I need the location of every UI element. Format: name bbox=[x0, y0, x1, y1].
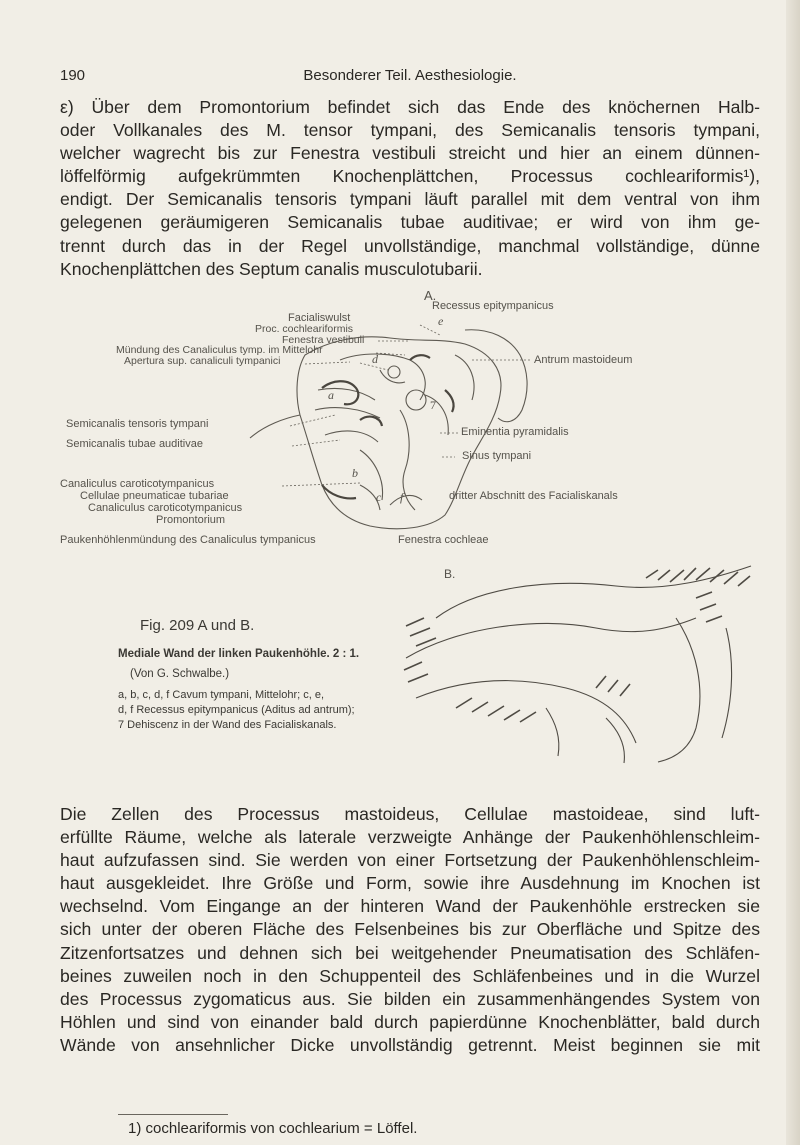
text-line: Wände von ansehnlicher Dicke unvollständig getrennt. Meist beginnen sie mit bbox=[60, 1034, 760, 1055]
text-line: Höhlen und sind von einander bald durch papierdünne Knochenblätter, bald durch bbox=[60, 1011, 760, 1032]
footnote-rule bbox=[118, 1114, 228, 1115]
figure-a-letter: A. bbox=[424, 288, 437, 303]
label-paukenhoehlenmuendung: Paukenhöhlenmündung des Canaliculus tympanicus bbox=[60, 534, 316, 546]
caption-title: Fig. 209 A und B. bbox=[140, 617, 255, 634]
figure-b-sketch bbox=[406, 566, 751, 763]
mark-e: e bbox=[438, 314, 444, 328]
running-header bbox=[60, 67, 760, 89]
caption-source: (Von G. Schwalbe.) bbox=[130, 668, 230, 680]
page-edge bbox=[786, 0, 800, 1145]
mark-b: b bbox=[352, 466, 358, 480]
label-dritter-abschnitt: dritter Abschnitt des Facialiskanals bbox=[449, 490, 618, 502]
figure-caption bbox=[118, 617, 428, 733]
text-line: sich unter der oberen Fläche des Felsenbeines bis zur Oberfläche und Spitze des bbox=[60, 919, 760, 940]
text-line: wechselnd. Vom Eingange an der hinteren Wand der Paukenhöhle erstrecken sie bbox=[60, 896, 760, 917]
text-line: haut aufzufassen sind. Sie werden von einer Fortsetzung der Paukenhöhlenschleim- bbox=[60, 850, 760, 871]
mark-seven: 7 bbox=[430, 398, 436, 412]
mark-c: c bbox=[376, 490, 382, 504]
mark-f: f bbox=[400, 490, 404, 504]
text-line: haut ausgekleidet. Ihre Größe und Form, sowie ihre Ausdehnung im Knochen ist bbox=[60, 873, 760, 894]
label-recessus: Recessus epitympanicus bbox=[432, 300, 554, 312]
text-line: Zitzenfortsatzes und dehnen sich bei weitgehender Pneumatisation des Schläfen- bbox=[60, 942, 760, 963]
text-line: des Processus zygomaticus aus. Sie bilden ein zusammenhängendes System von bbox=[60, 988, 760, 1009]
text-line: Die Zellen des Processus mastoideus, Cellulae mastoideae, sind luft- bbox=[60, 804, 760, 824]
label-muendung: Mündung des Canaliculus tymp. im Mittelohr bbox=[116, 344, 323, 356]
text-line: ε) Über dem Promontorium befindet sich das Ende des knöchernen Halb- bbox=[60, 97, 760, 117]
running-title: Besonderer Teil. Aesthesiologie. bbox=[303, 67, 517, 84]
label-cellulae-tubariae: Cellulae pneumaticae tubariae bbox=[80, 490, 229, 502]
label-eminentia: Eminentia pyramidalis bbox=[461, 426, 569, 438]
text-line: oder Vollkanales des M. tensor tympani, des Semicanalis tensoris tympani, bbox=[60, 120, 760, 141]
figure-b-drawing bbox=[396, 558, 760, 768]
label-apertura: Apertura sup. canaliculi tympanici bbox=[124, 355, 281, 367]
label-promontorium: Promontorium bbox=[156, 514, 226, 526]
label-sinus: Sinus tympani bbox=[462, 450, 532, 462]
text-line: beines zuweilen noch in den Schuppenteil des Schläfenbeines und in die Wurzel bbox=[60, 965, 760, 986]
paragraph-semicanalis bbox=[60, 96, 760, 281]
mark-d: d bbox=[372, 352, 378, 366]
figure-b-letter: B. bbox=[444, 567, 456, 581]
label-proc-cochleariformis: Proc. cochleariformis bbox=[255, 323, 354, 335]
caption-legend-3: 7 Dehiscenz in der Wand des Facialiskanals. bbox=[118, 719, 337, 731]
label-canaliculus-caroticotympanicus-1: Canaliculus caroticotympanicus bbox=[60, 478, 215, 490]
text-line: welcher wagrecht bis zur Fenestra vestibuli streicht und hier an einem dünnen- bbox=[60, 143, 760, 164]
label-fenestra-cochleae: Fenestra cochleae bbox=[398, 534, 489, 546]
text-line: trennt durch das in der Regel unvollständige, manchmal vollständige, dünne bbox=[60, 235, 760, 256]
label-facialiswulst: Facialiswulst bbox=[288, 312, 351, 324]
text-line: gelegenen geräumigeren Semicanalis tubae auditivae; er wird von ihm ge- bbox=[60, 212, 760, 233]
figure-b-hatching bbox=[404, 568, 750, 722]
label-antrum: Antrum mastoideum bbox=[534, 354, 633, 366]
text-line: endigt. Der Semicanalis tensoris tympani läuft parallel mit dem ventral von ihm bbox=[60, 189, 760, 210]
text-line: Knochenplättchen des Septum canalis musculotubarii. bbox=[60, 258, 483, 279]
mark-a: a bbox=[328, 388, 334, 402]
page-number: 190 bbox=[60, 67, 86, 84]
label-fenestra-vestibuli: Fenestra vestibuli bbox=[282, 334, 365, 346]
paragraph-cellulae-mastoideae bbox=[60, 803, 760, 1057]
figure-a-shading bbox=[322, 355, 454, 498]
label-canaliculus-caroticotympanicus-2: Canaliculus caroticotympanicus bbox=[88, 502, 243, 514]
caption-heading: Mediale Wand der linken Paukenhöhle. 2 : 1. bbox=[118, 648, 360, 660]
caption-legend-1: a, b, c, d, f Cavum tympani, Mittelohr; c, e, bbox=[118, 689, 325, 701]
caption-legend-2: d, f Recessus epitympanicus (Aditus ad antrum); bbox=[118, 704, 355, 716]
text-line: erfüllte Räume, welche als laterale verzweigte Anhänge der Paukenhöhlenschleim- bbox=[60, 827, 760, 848]
text-line: löffelförmig aufgekrümmten Knochenplättchen, Processus cochleariformis¹), bbox=[60, 166, 760, 187]
footnote: 1) cochleariformis von cochlearium = Löffel. bbox=[128, 1120, 418, 1137]
label-semicanalis-tubae: Semicanalis tubae auditivae bbox=[66, 438, 203, 450]
label-semicanalis-tensoris: Semicanalis tensoris tympani bbox=[66, 418, 209, 430]
figure-b bbox=[396, 558, 760, 768]
